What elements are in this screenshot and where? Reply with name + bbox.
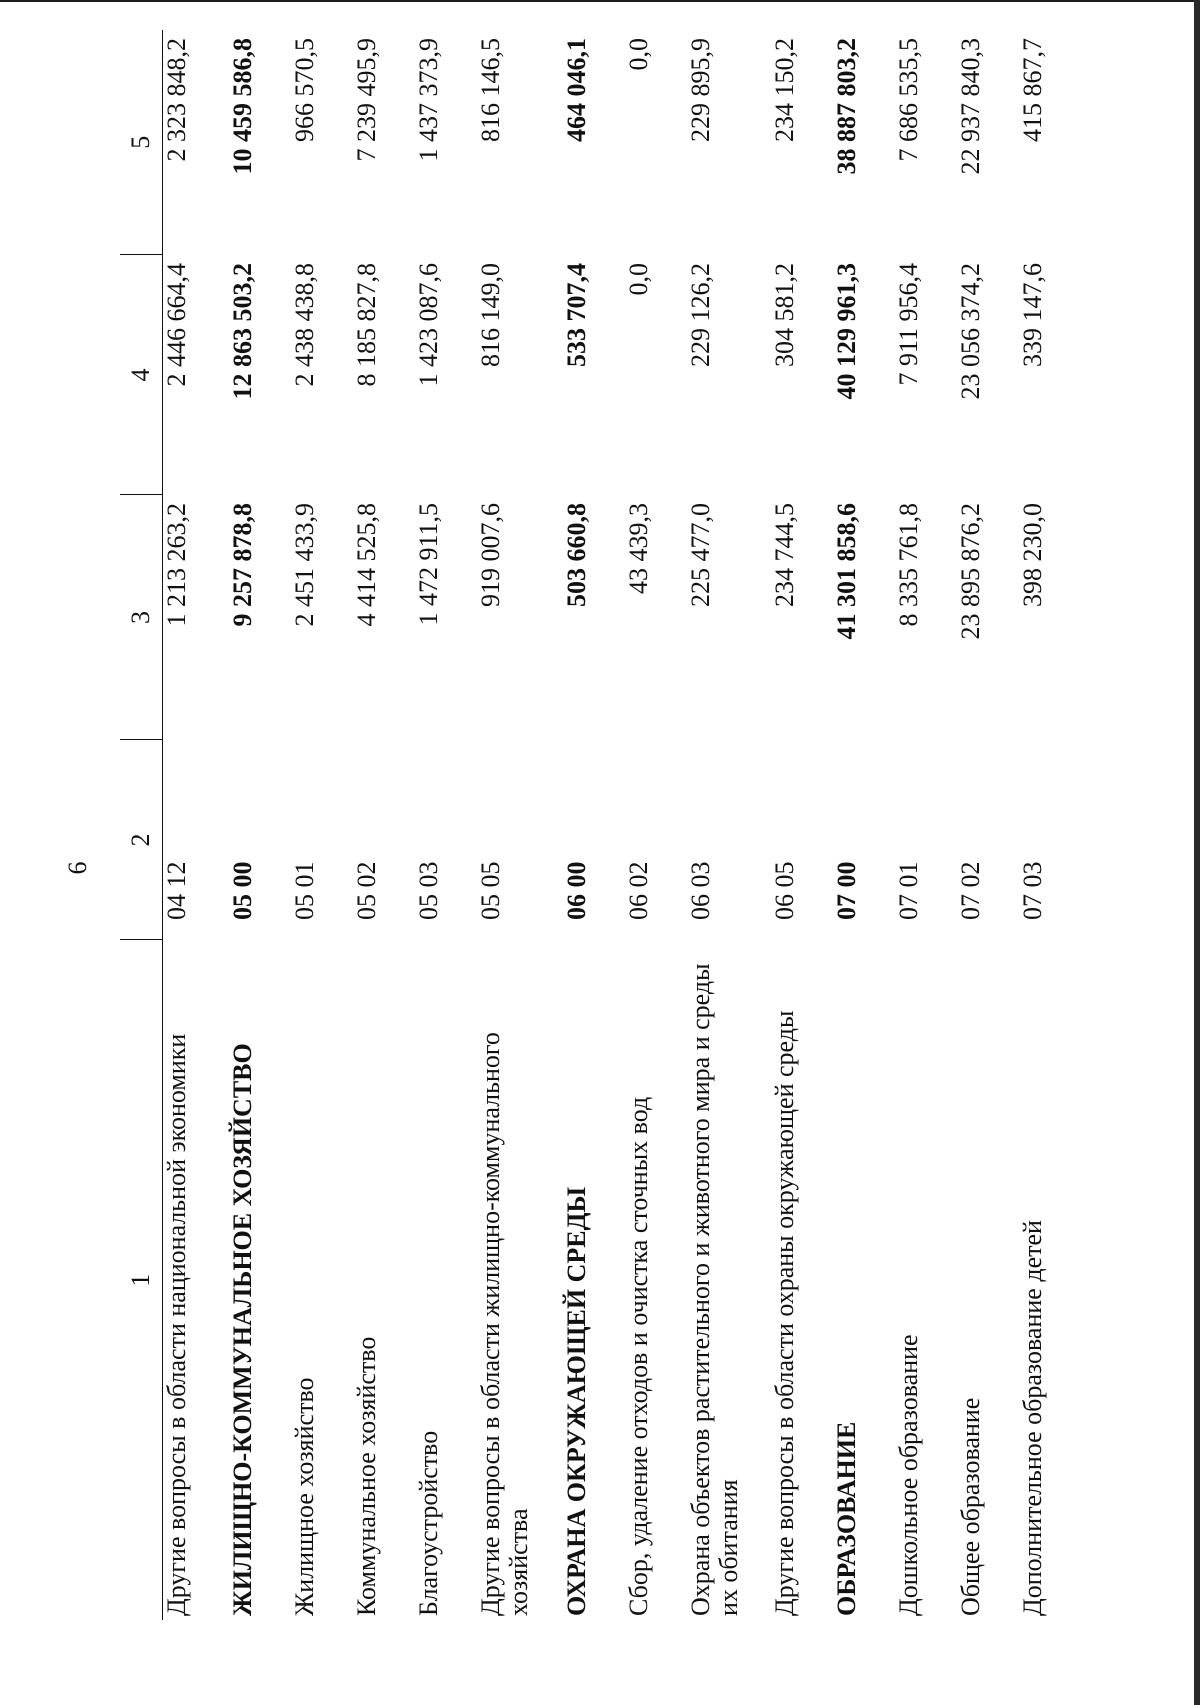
header-col-2: 2 xyxy=(120,740,163,940)
row-name-cell: Другие вопросы в области жилищно-коммунального хозяйства xyxy=(475,1032,533,1616)
row-value-col4: 1 423 087,6 xyxy=(413,263,443,387)
table-row xyxy=(229,30,291,1620)
row-value-col5: 22 937 840,3 xyxy=(955,38,985,175)
table-row xyxy=(291,30,353,1620)
row-value-col5: 234 150,2 xyxy=(769,38,799,142)
row-value-col3: 1 472 911,5 xyxy=(413,503,443,626)
row-value-col5: 229 895,9 xyxy=(685,38,715,142)
row-value-col5: 1 437 373,9 xyxy=(413,38,443,162)
row-name-cell: Другие вопросы в области охраны окружающей среды xyxy=(769,1010,799,1616)
table-row xyxy=(687,30,771,1620)
table-row xyxy=(563,30,625,1620)
row-value-col5: 7 686 535,5 xyxy=(893,38,923,162)
row-name-cell: ОБРАЗОВАНИЕ xyxy=(831,1421,861,1616)
table-row xyxy=(833,30,895,1620)
row-name-cell: Сбор, удаление отходов и очистка сточных вод xyxy=(623,1096,653,1616)
table-row xyxy=(895,30,957,1620)
row-value-col3: 225 477,0 xyxy=(685,503,715,607)
row-value-col3: 919 007,6 xyxy=(475,503,505,607)
table-row xyxy=(625,30,687,1620)
row-name-cell: ЖИЛИЩНО-КОММУНАЛЬНОЕ ХОЗЯЙСТВО xyxy=(227,1043,257,1616)
row-name-cell: Жилищное хозяйство xyxy=(289,1377,319,1616)
row-value-col4: 23 056 374,2 xyxy=(955,263,985,400)
header-col-1: 1 xyxy=(120,940,163,1620)
row-code-cell: 04 12 xyxy=(162,861,191,920)
budget-table xyxy=(120,30,1081,1620)
row-value-col4: 339 147,6 xyxy=(1017,263,1047,367)
table-row xyxy=(477,30,563,1620)
row-name-cell: Общее образование xyxy=(955,1397,985,1616)
row-value-col5: 966 570,5 xyxy=(289,38,319,142)
row-name-cell: Дополнительное образование детей xyxy=(1017,1220,1047,1616)
row-value-col3: 2 451 433,9 xyxy=(289,503,319,627)
row-value-col5: 816 146,5 xyxy=(475,38,505,142)
header-col-3: 3 xyxy=(120,495,163,740)
page-number: 6 xyxy=(63,861,92,875)
table-row xyxy=(1019,30,1081,1620)
row-name-cell: Другие вопросы в области национальной экономики xyxy=(162,1033,191,1616)
row-value-col3: 8 335 761,8 xyxy=(893,503,923,627)
row-code-cell: 05 03 xyxy=(413,861,443,920)
row-value-col3: 398 230,0 xyxy=(1017,503,1047,607)
row-value-col3: 23 895 876,2 xyxy=(955,503,985,640)
row-value-col4: 2 446 664,4 xyxy=(162,263,191,387)
row-value-col4: 7 911 956,4 xyxy=(893,263,923,386)
header-col-4: 4 xyxy=(120,255,163,495)
row-value-col5: 10 459 586,8 xyxy=(227,38,257,175)
table-header-row xyxy=(120,30,163,1620)
row-value-col5: 2 323 848,2 xyxy=(162,38,191,162)
row-value-col3: 9 257 878,8 xyxy=(227,503,257,627)
row-value-col4: 40 129 961,3 xyxy=(831,263,861,400)
row-code-cell: 07 02 xyxy=(955,861,985,920)
row-value-col3: 1 213 263,2 xyxy=(162,503,191,627)
row-code-cell: 07 00 xyxy=(831,861,861,920)
row-value-col5: 464 046,1 xyxy=(561,38,591,142)
scan-edge-top xyxy=(0,0,1200,2)
row-name-cell: Коммунальное хозяйство xyxy=(351,1336,381,1616)
row-code-cell: 05 05 xyxy=(475,861,505,920)
row-code-cell: 05 02 xyxy=(351,861,381,920)
row-value-col4: 816 149,0 xyxy=(475,263,505,367)
row-value-col5: 0,0 xyxy=(623,38,653,71)
table-row xyxy=(415,30,477,1620)
row-code-cell: 05 00 xyxy=(227,861,257,920)
row-code-cell: 07 03 xyxy=(1017,861,1047,920)
row-value-col3: 503 660,8 xyxy=(561,503,591,607)
row-name-cell: Охрана объектов растительного и животного мира и среды их обитания xyxy=(685,963,743,1616)
row-value-col3: 43 439,3 xyxy=(623,503,653,594)
table-row xyxy=(353,30,415,1620)
row-code-cell: 06 03 xyxy=(685,861,715,920)
row-value-col3: 4 414 525,8 xyxy=(351,503,381,627)
scan-edge-right xyxy=(1194,0,1200,1705)
row-code-cell: 05 01 xyxy=(289,861,319,920)
row-name-cell: Дошкольное образование xyxy=(893,1334,923,1616)
row-value-col4: 229 126,2 xyxy=(685,263,715,367)
row-value-col4: 2 438 438,8 xyxy=(289,263,319,387)
row-name-cell: ОХРАНА ОКРУЖАЮЩЕЙ СРЕДЫ xyxy=(561,1187,591,1616)
table-row xyxy=(771,30,833,1620)
rotated-page-content xyxy=(120,30,1180,1620)
row-value-col4: 304 581,2 xyxy=(769,263,799,367)
row-name-cell: Благоустройство xyxy=(413,1430,443,1616)
row-value-col4: 0,0 xyxy=(623,263,653,296)
row-value-col5: 38 887 803,2 xyxy=(831,38,861,175)
row-value-col3: 234 744,5 xyxy=(769,503,799,607)
row-code-cell: 06 05 xyxy=(769,861,799,920)
row-value-col5: 415 867,7 xyxy=(1017,38,1047,142)
table-row xyxy=(957,30,1019,1620)
header-col-5: 5 xyxy=(120,30,163,255)
row-code-cell: 06 00 xyxy=(561,861,591,920)
row-value-col5: 7 239 495,9 xyxy=(351,38,381,162)
row-value-col4: 8 185 827,8 xyxy=(351,263,381,387)
row-code-cell: 06 02 xyxy=(623,861,653,920)
table-row xyxy=(163,30,229,1620)
row-value-col3: 41 301 858,6 xyxy=(831,503,861,640)
row-value-col4: 533 707,4 xyxy=(561,263,591,367)
row-code-cell: 07 01 xyxy=(893,861,923,920)
row-value-col4: 12 863 503,2 xyxy=(227,263,257,400)
